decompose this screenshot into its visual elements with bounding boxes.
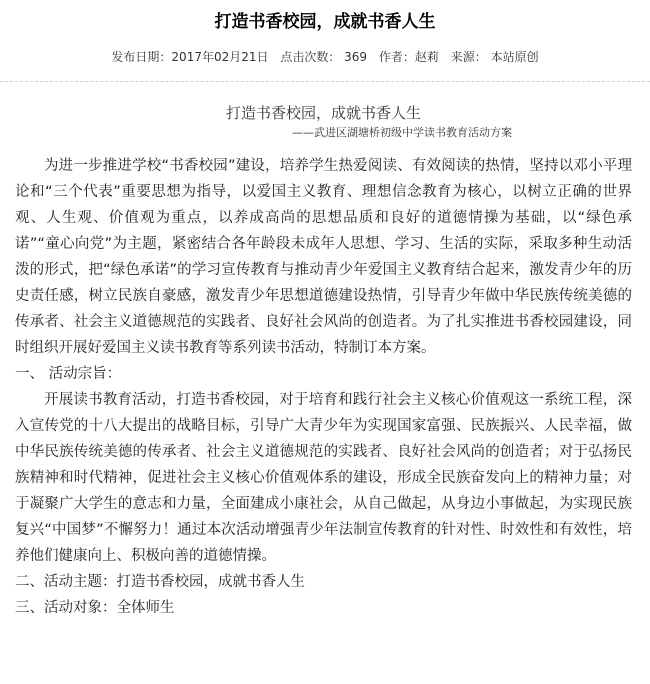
- section-2-line: 二、活动主题：打造书香校园，成就书香人生: [15, 574, 305, 590]
- publish-date: 发布日期：2017年02月21日: [111, 50, 269, 64]
- author: 作者：赵莉: [378, 50, 439, 64]
- view-count: 点击次数： 369: [280, 50, 368, 64]
- section-3-line: 三、活动对象：全体师生: [15, 600, 175, 616]
- article-header: [0, 0, 650, 82]
- section-1-body: 开展读书教育活动，打造书香校园，对于培育和践行社会主义核心价值观这一系统工程，深入宣传党的十八大提出的战略目标，引导广大青少年为实现国家富强、民族振兴、人民幸福，做中华民族传统美德的传承者、社会主义道德规范的实践者、良好社会风尚的创造者；对于弘扬民族精神和时代精神，促进社会主义核心价值观体系的建设，形成全民族奋发向上的精神力量；对于凝聚广大学生的意志和力量，全面建成小康社会，从自己做起，从身边小事做起，为实现民族复兴“中国梦”不懈努力！通过本次活动增强青少年法制宣传教育的针对性、时效性和有效性，培养他们健康向上、积极向善的道德情操。: [15, 392, 632, 564]
- content-subtitle-note: ——武进区湖塘桥初级中学读书教育活动方案: [292, 126, 512, 139]
- intro-paragraph: 为进一步推进学校“书香校园”建设，培养学生热爱阅读、有效阅读的热情，坚持以邓小平理论和“三个代表”重要思想为指导，以爱国主义教育、理想信念教育为核心，以树立正确的世界观、人生观、价值观为重点，以养成高尚的思想品质和良好的道德情操为基础，以“绿色承诺”“童心向党”为主题，紧密结合各年龄段未成年人思想、学习、生活的实际，采取多种生动活泼的形式，把“绿色承诺”的学习宣传教育与推动青少年爱国主义教育结合起来，激发青少年的历史责任感，树立民族自豪感，激发青少年思想道德建设热情，引导青少年做中华民族传统美德的传承者、社会主义道德规范的实践者、良好社会风尚的创造者。为了扎实推进书香校园建设，同时组织开展好爱国主义读书教育等系列读书活动，特制订本方案。: [15, 158, 632, 356]
- article-content: [0, 102, 650, 621]
- article-title: 打造书香校园，成就书香人生: [214, 12, 436, 32]
- article-meta: [0, 48, 650, 66]
- source: 来源： 本站原创: [450, 50, 539, 64]
- section-1-heading: 一、 活动宗旨：: [15, 366, 122, 382]
- content-subtitle: 打造书香校园，成就书香人生: [225, 104, 421, 122]
